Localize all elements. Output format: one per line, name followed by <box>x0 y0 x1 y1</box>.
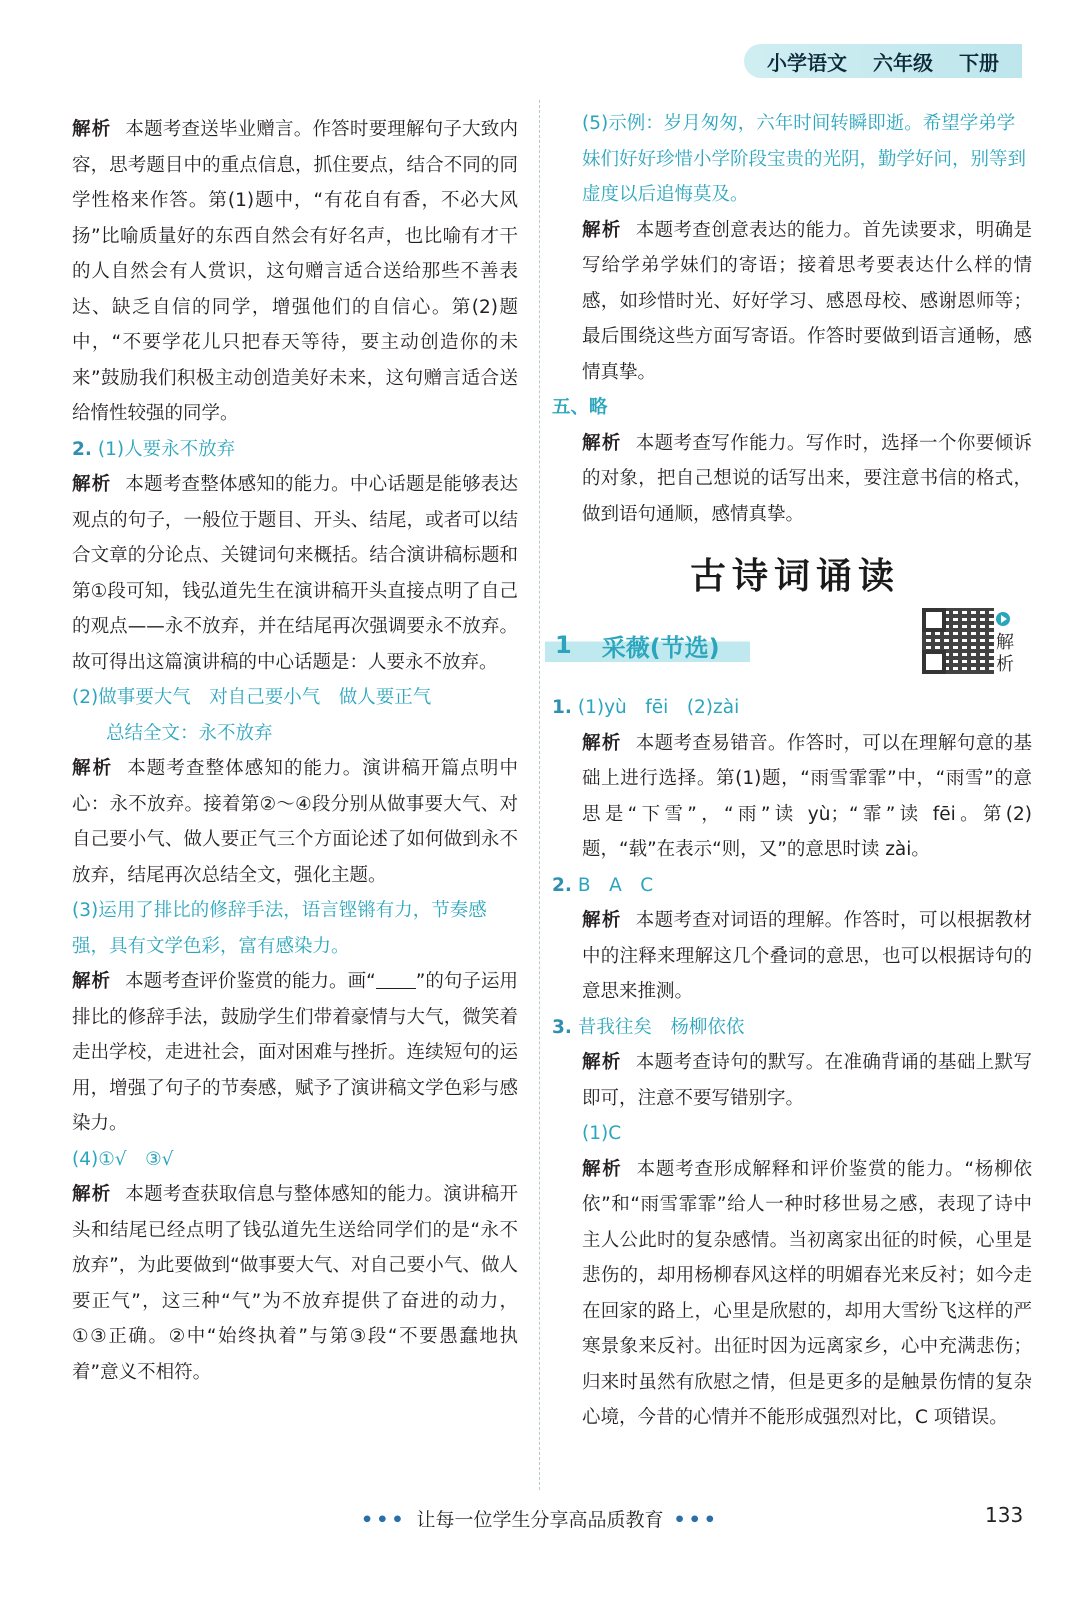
analysis-label: 解析 <box>72 971 112 992</box>
lesson-title-bar <box>545 628 750 662</box>
answer-q3-sub: (1)C <box>582 1123 622 1144</box>
analysis-block <box>72 1177 518 1390</box>
underline-blank <box>376 970 416 989</box>
right-column <box>552 106 1032 532</box>
analysis-label: 解析 <box>582 1052 622 1073</box>
left-column <box>72 112 518 1390</box>
analysis-label: 解析 <box>582 219 622 241</box>
analysis-label: 解析 <box>72 119 112 140</box>
section-title: 古诗词诵读 <box>690 556 901 597</box>
analysis-block <box>582 1152 1032 1436</box>
analysis-text: 本题考查对词语的理解。作答时，可以根据教材中的注释来理解这几个叠词的意思，也可以根据诗句的意思来推测。 <box>582 910 1032 1002</box>
analysis-text: 本题考查写作能力。写作时，选择一个你要倾诉的对象，把自己想说的话写出来，要注意书信的格式，做到语句通顺，感情真挚。 <box>582 432 1032 525</box>
analysis-block <box>72 964 518 1142</box>
analysis-block <box>582 426 1032 533</box>
analysis-text: 本题考查易错音。作答时，可以在理解句意的基础上进行选择。第(1)题，“雨雪霏霏”中，“雨雪”的意思是“下雪”，“雨”读 yù；“霏”读 fēi。第(2)题，“载”在表示“则，又”的意思时读 zài。 <box>582 732 1032 860</box>
answer-text: (1)人要永不放弃 <box>97 438 236 460</box>
answer-text: (1)yù fēi (2)zài <box>577 697 740 718</box>
analysis-block <box>582 726 1032 868</box>
analysis-text: 本题考查送毕业赠言。作答时要理解句子大致内容，思考题目中的重点信息，抓住要点，结合不同的同学性格来作答。第(1)题中，“有花自有香，不必大风扬”比喻质量好的东西自然会有好名声，也比喻有才干的人自然会有人赏识，这句赠言适合送给那些不善表达、缺乏自信的同学，增强他们的自信心。第(2)题中，“不要学花儿只把春天等待，要主动创造你的未来”鼓励我们积极主动创造美好未来，这句赠言适合送给惰性较强的同学。 <box>72 119 518 424</box>
analysis-block <box>582 903 1032 1010</box>
right-column-lower <box>552 690 1032 1436</box>
analysis-text: 本题考查评价鉴赏的能力。画“ <box>125 971 376 992</box>
footer-text: 让每一位学生分享高品质教育 <box>416 1509 664 1531</box>
answer-q2 <box>552 868 1032 904</box>
subject-label: 小学语文 <box>767 50 847 75</box>
qr-label: 解析 <box>996 632 1014 675</box>
analysis-label: 解析 <box>582 910 622 931</box>
question-number: 2. <box>552 874 572 896</box>
grade-label: 六年级 <box>873 50 933 75</box>
analysis-text-cont: ”的句子运用排比的修辞手法，鼓励学生们带着豪情与大气，微笑着走出学校，走进社会，面对困难与挫折。连续短句的运用，增强了句子的节奏感，赋予了演讲稿文学色彩与感染力。 <box>72 971 518 1134</box>
analysis-text: 本题考查形成解释和评价鉴赏的能力。“杨柳依依”和“雨雪霏霏”给人一种时移世易之感，表现了诗中主人公此时的复杂感情。当初离家出征的时候，心里是悲伤的，却用杨柳春风这样的明媚春光来反衬；如今走在回家的路上，心里是欣慰的，却用大雪纷飞这样的严寒景象来反衬。出征时因为远离家乡，心中充满悲伤；归来时虽然有欣慰之情，但是更多的是触景伤情的复杂心境，今昔的心情并不能形成强烈对比，C 项错误。 <box>582 1158 1032 1428</box>
lesson-title: 采薇(节选) <box>601 633 720 662</box>
analysis-block <box>582 1045 1032 1116</box>
analysis-label: 解析 <box>72 1184 112 1205</box>
question-number: 3. <box>552 1016 572 1038</box>
analysis-label: 解析 <box>582 1158 623 1180</box>
answer-text: B A C <box>577 874 654 896</box>
analysis-label: 解析 <box>582 432 622 454</box>
play-icon <box>996 612 1010 626</box>
answer-q2-3: (3)运用了排比的修辞手法，语言铿锵有力，节奏感强，具有文学色彩，富有感染力。 <box>72 900 487 957</box>
qr-code-icon[interactable] <box>922 608 994 674</box>
page-number: 133 <box>985 1503 1024 1527</box>
analysis-text: 本题考查获取信息与整体感知的能力。演讲稿开头和结尾已经点明了钱弘道先生送给同学们的是“永不放弃”，为此要做到“做事要大气、对自己要小气、做人要正气”，这三种“气”为不放弃提供了奋进的动力，①③正确。②中“始终执着”与第③段“不要愚蠢地执着”意义不相符。 <box>72 1184 518 1383</box>
footer-dots-left: ••• <box>361 1509 407 1531</box>
analysis-block <box>72 112 518 432</box>
analysis-text: 本题考查整体感知的能力。演讲稿开篇点明中心：永不放弃。接着第②～④段分别从做事要大气、对自己要小气、做人要正气三个方面论述了如何做到永不放弃，结尾再次总结全文，强化主题。 <box>72 758 518 886</box>
header-subject-bar <box>744 44 1022 78</box>
footer-dots-right: ••• <box>673 1509 719 1531</box>
footer-slogan <box>340 1505 740 1532</box>
section-five: 五、略 <box>552 397 608 418</box>
analysis-block <box>72 751 518 893</box>
answer-q2-5: (5)示例：岁月匆匆，六年时间转瞬即逝。希望学弟学妹们好好珍惜小学阶段宝贵的光阴，勤学好问，别等到虚度以后追悔莫及。 <box>582 113 1027 205</box>
question-number: 2. <box>72 438 92 460</box>
analysis-block <box>582 213 1032 391</box>
analysis-text: 本题考查整体感知的能力。中心话题是能够表达观点的句子，一般位于题目、开头、结尾，或者可以结合文章的分论点、关键词句来概括。结合演讲稿标题和第①段可知，钱弘道先生在演讲稿开头直接点明了自己的观点——永不放弃，并在结尾再次强调要永不放弃。故可得出这篇演讲稿的中心话题是：人要永不放弃。 <box>72 474 518 673</box>
lesson-number: 1 <box>555 631 572 659</box>
answer-q2-2: (2)做事要大气 对自己要小气 做人要正气 <box>72 687 432 708</box>
analysis-label: 解析 <box>72 474 112 495</box>
answer-q2-4: (4)①√ ③√ <box>72 1148 174 1170</box>
qr-label-group <box>996 610 1018 676</box>
analysis-block <box>72 467 518 680</box>
analysis-text: 本题考查创意表达的能力。首先读要求，明确是写给学弟学妹们的寄语；接着思考要表达什么样的情感，如珍惜时光、好好学习、感恩母校、感谢恩师等；最后围绕这些方面写寄语。作答时要做到语言通畅，感情真挚。 <box>582 219 1032 383</box>
answer-text: 昔我往矣 杨柳依依 <box>577 1016 745 1038</box>
question-number: 1. <box>552 697 572 718</box>
volume-label: 下册 <box>959 50 999 75</box>
answer-q2-2-summary: 总结全文：永不放弃 <box>106 722 273 744</box>
answer-q3 <box>552 1010 1032 1046</box>
column-divider <box>539 100 540 1490</box>
answer-q1 <box>552 690 1032 726</box>
analysis-label: 解析 <box>72 758 114 779</box>
analysis-label: 解析 <box>582 732 622 754</box>
analysis-text: 本题考查诗句的默写。在准确背诵的基础上默写即可，注意不要写错别字。 <box>582 1052 1032 1109</box>
answer-q2-1 <box>72 432 518 468</box>
